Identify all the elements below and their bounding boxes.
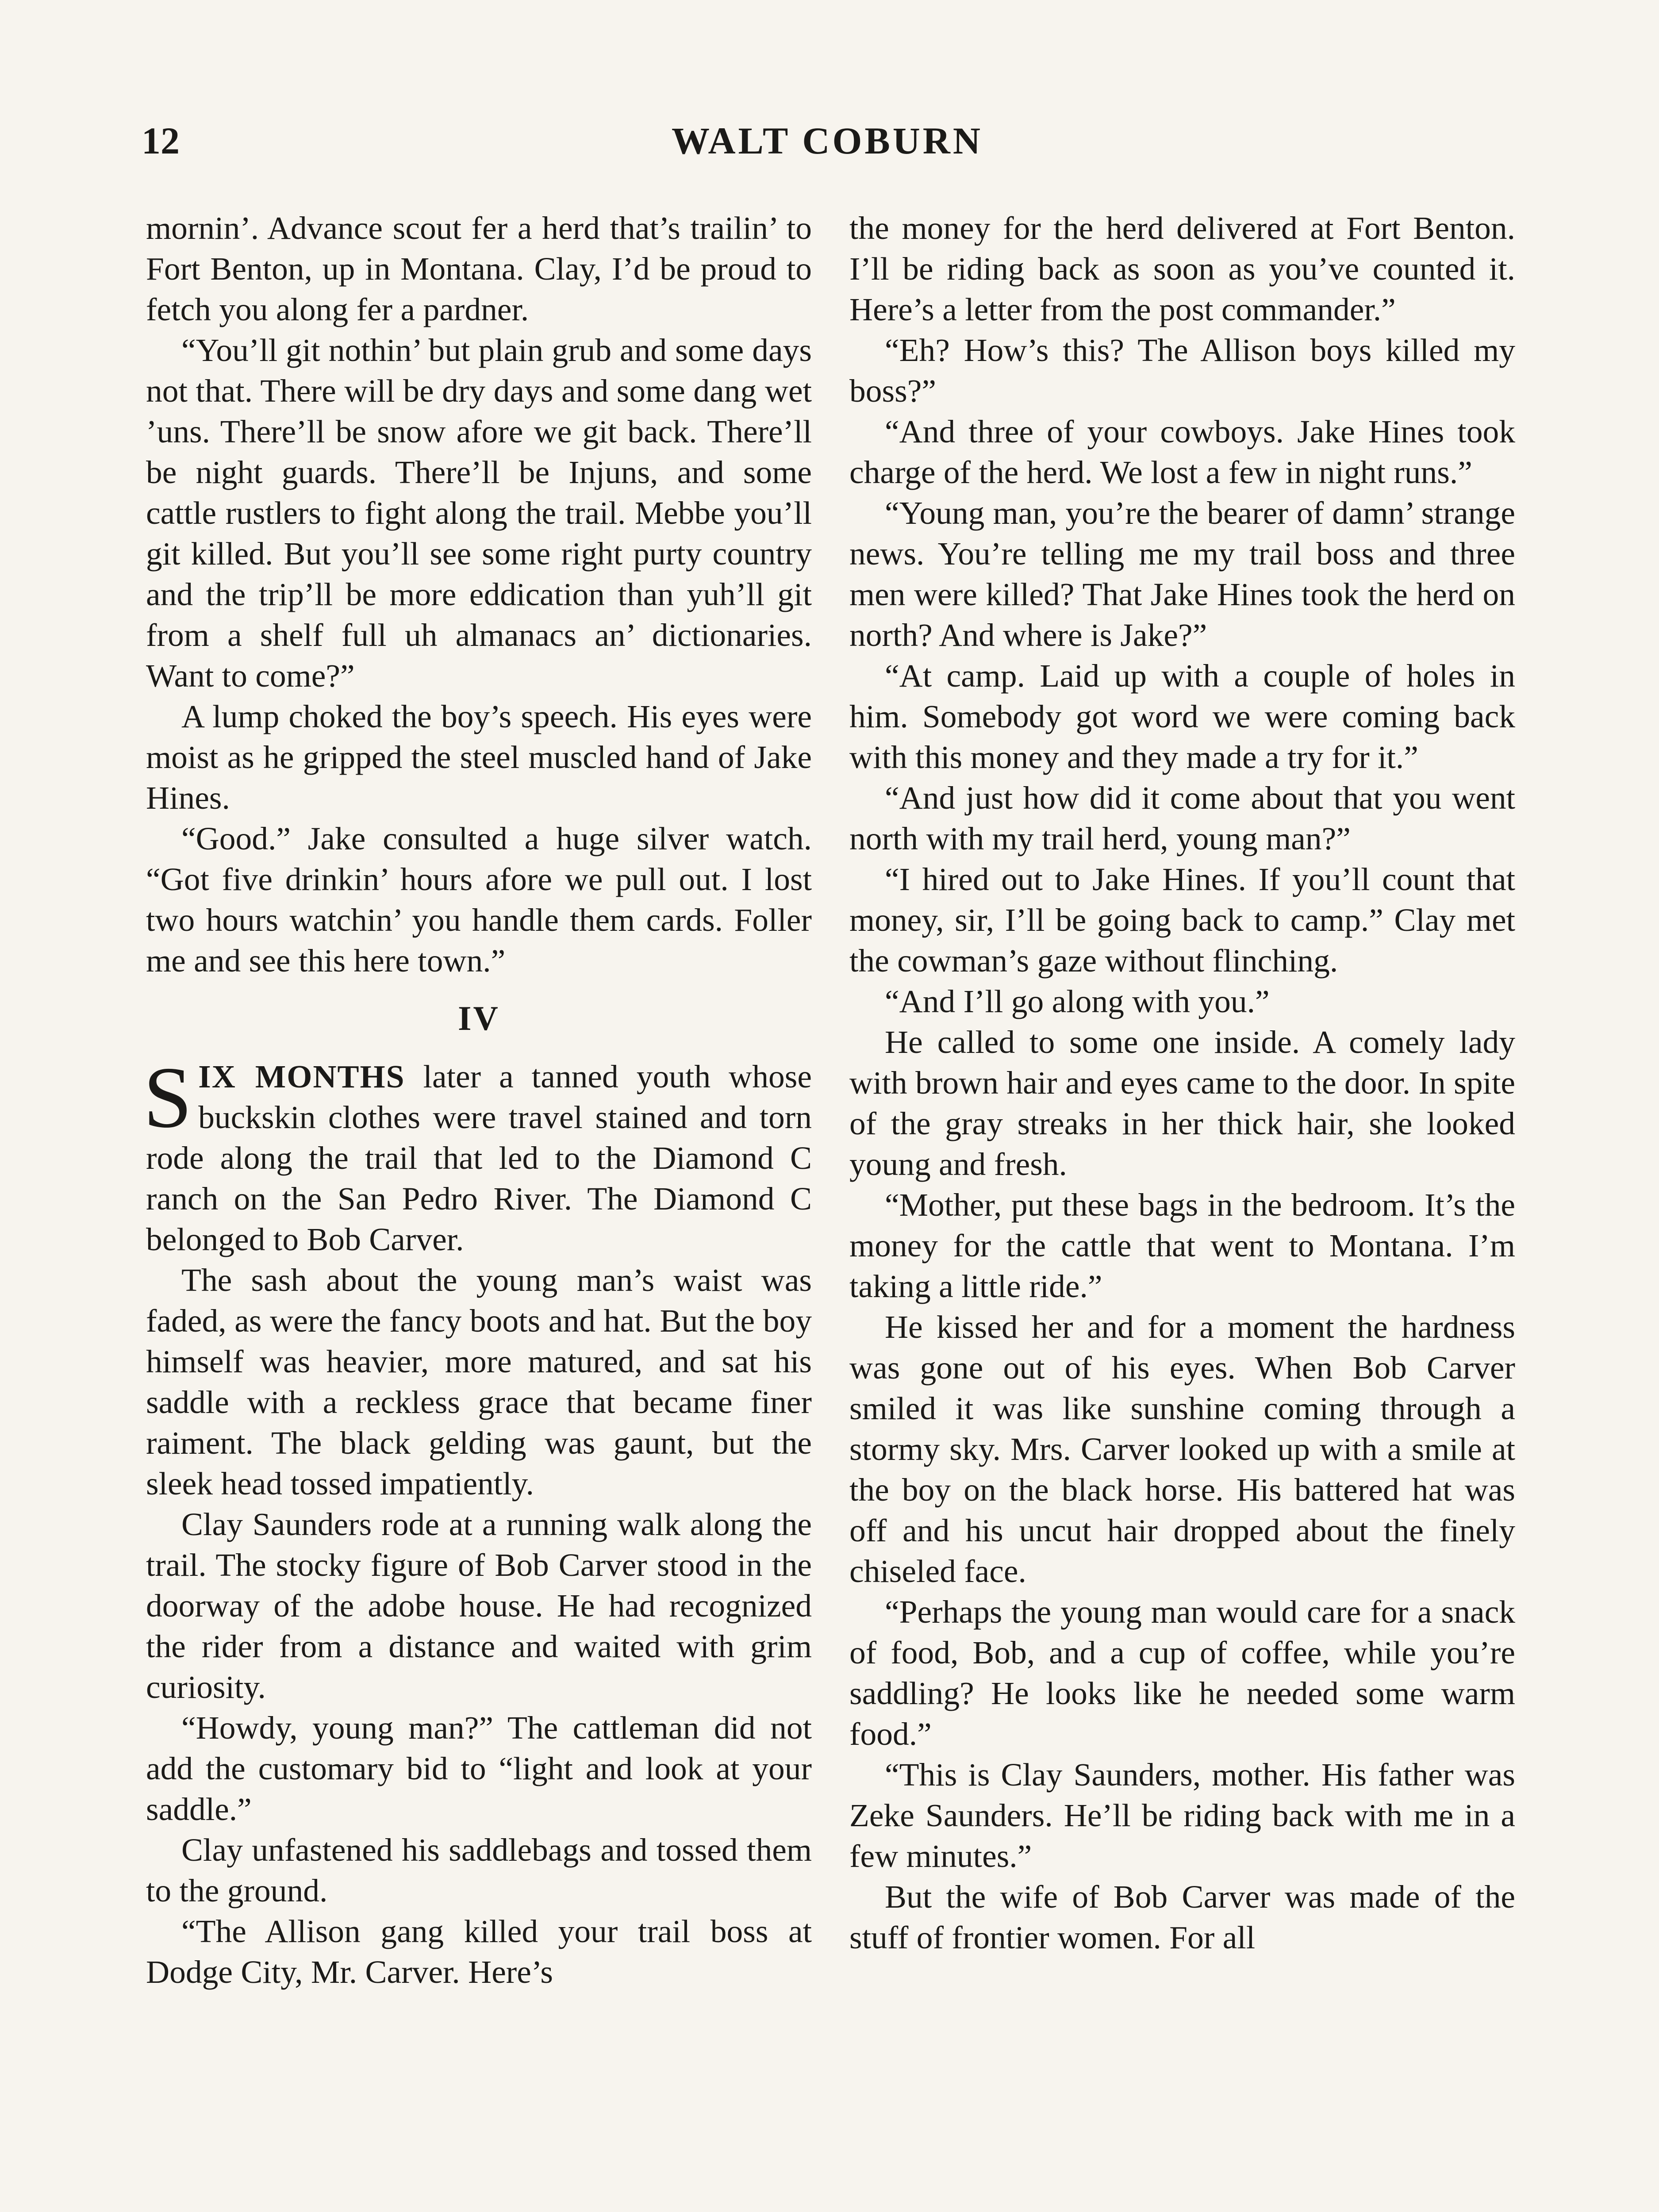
left-column	[143, 208, 812, 1993]
paragraph: “This is Clay Saunders, mother. His father was Zeke Saunders. He’ll be riding back with me in a few minutes.”	[849, 1757, 1515, 1874]
paragraph: “Mother, put these bags in the bedroom. It’s the money for the cattle that went to Montana. I’m taking a little ride.”	[849, 1187, 1515, 1304]
page-number: 12	[142, 119, 180, 162]
paragraph: “You’ll git nothin’ but plain grub and some days not that. There will be dry days and some dang wet ’uns. There’ll be snow afore we git back. There’ll be night guards. There’ll be Injuns, and some cattle rustlers to fight along the trail. Mebbe you’ll git killed. But you’ll see some right purty country and the trip’ll be more eddication than yuh’ll git from a shelf full uh almanacs an’ dictionaries. Want to come?”	[146, 332, 812, 694]
paragraph: “Good.” Jake consulted a huge silver watch. “Got five drinkin’ hours afore we pull out. I lost two hours watchin’ you handle them cards. Foller me and see this here town.”	[146, 821, 812, 979]
chapter-opening-paragraph	[143, 1049, 812, 1260]
paragraph: “And three of your cowboys. Jake Hines took charge of the herd. We lost a few in night runs.”	[849, 414, 1515, 490]
paragraph: A lump choked the boy’s speech. His eyes were moist as he gripped the steel muscled hand of Jake Hines.	[146, 699, 812, 816]
paragraph: “The Allison gang killed your trail boss at Dodge City, Mr. Carver. Here’s	[146, 1913, 812, 1990]
paragraph: “I hired out to Jake Hines. If you’ll count that money, sir, I’ll be going back to camp.” Clay met the cowman’s gaze without flinching.	[849, 861, 1515, 979]
section-number: IV	[458, 999, 500, 1037]
paragraph: He called to some one inside. A comely lady with brown hair and eyes came to the door. In spite of the gray streaks in her thick hair, she looked young and fresh.	[849, 1024, 1515, 1182]
paragraph: “At camp. Laid up with a couple of holes in him. Somebody got word we were coming back with this money and they made a try for it.”	[849, 658, 1515, 775]
paragraph: “And just how did it come about that you went north with my trail herd, young man?”	[849, 780, 1515, 856]
page-header	[142, 119, 1513, 167]
drop-cap: S	[143, 1049, 192, 1146]
right-column	[849, 208, 1515, 1958]
paragraph-text: later a tanned youth whose buckskin clothes were travel stained and torn rode along the trail that led to the Diamond C ranch on the San Pedro River. The Diamond C belonged to Bob Carver.	[146, 1059, 812, 1257]
paragraph: He kissed her and for a moment the hardness was gone out of his eyes. When Bob Carver smiled it was like sunshine coming through a stormy sky. Mrs. Carver looked up with a smile at the boy on the black horse. His battered hat was off and his uncut hair dropped about the finely chiseled face.	[849, 1309, 1515, 1589]
paragraph: The sash about the young man’s waist was faded, as were the fancy boots and hat. But the boy himself was heavier, more matured, and sat his saddle with a reckless grace that became finer raiment. The black gelding was gaunt, but the sleek head tossed impatiently.	[146, 1262, 812, 1502]
paragraph: Clay Saunders rode at a running walk along the trail. The stocky figure of Bob Carver stood in the doorway of the adobe house. He had recognized the rider from a distance and waited with grim curiosity.	[146, 1506, 812, 1705]
paragraph: mornin’. Advance scout fer a herd that’s trailin’ to Fort Benton, up in Montana. Clay, I’d be proud to fetch you along fer a pardner.	[146, 210, 812, 327]
paragraph: “Howdy, young man?” The cattleman did not add the customary bid to “light and look at your saddle.”	[146, 1710, 812, 1827]
paragraph: the money for the herd delivered at Fort Benton. I’ll be riding back as soon as you’ve counted it. Here’s a letter from the post commander.”	[849, 210, 1515, 327]
running-head: WALT COBURN	[671, 119, 983, 162]
paragraph: “And I’ll go along with you.”	[885, 983, 1270, 1019]
small-caps-lead: IX MONTHS	[198, 1059, 405, 1094]
paragraph: But the wife of Bob Carver was made of the stuff of frontier women. For all	[849, 1879, 1515, 1955]
paragraph: “Young man, you’re the bearer of damn’ strange news. You’re telling me my trail boss and three men were killed? That Jake Hines took the herd on north? And where is Jake?”	[849, 495, 1515, 653]
paragraph: “Perhaps the young man would care for a snack of food, Bob, and a cup of coffee, while you’re saddling? He looks like he needed some warm food.”	[849, 1594, 1515, 1752]
paragraph: “Eh? How’s this? The Allison boys killed my boss?”	[849, 332, 1515, 409]
paragraph: Clay unfastened his saddlebags and tossed them to the ground.	[146, 1832, 812, 1909]
